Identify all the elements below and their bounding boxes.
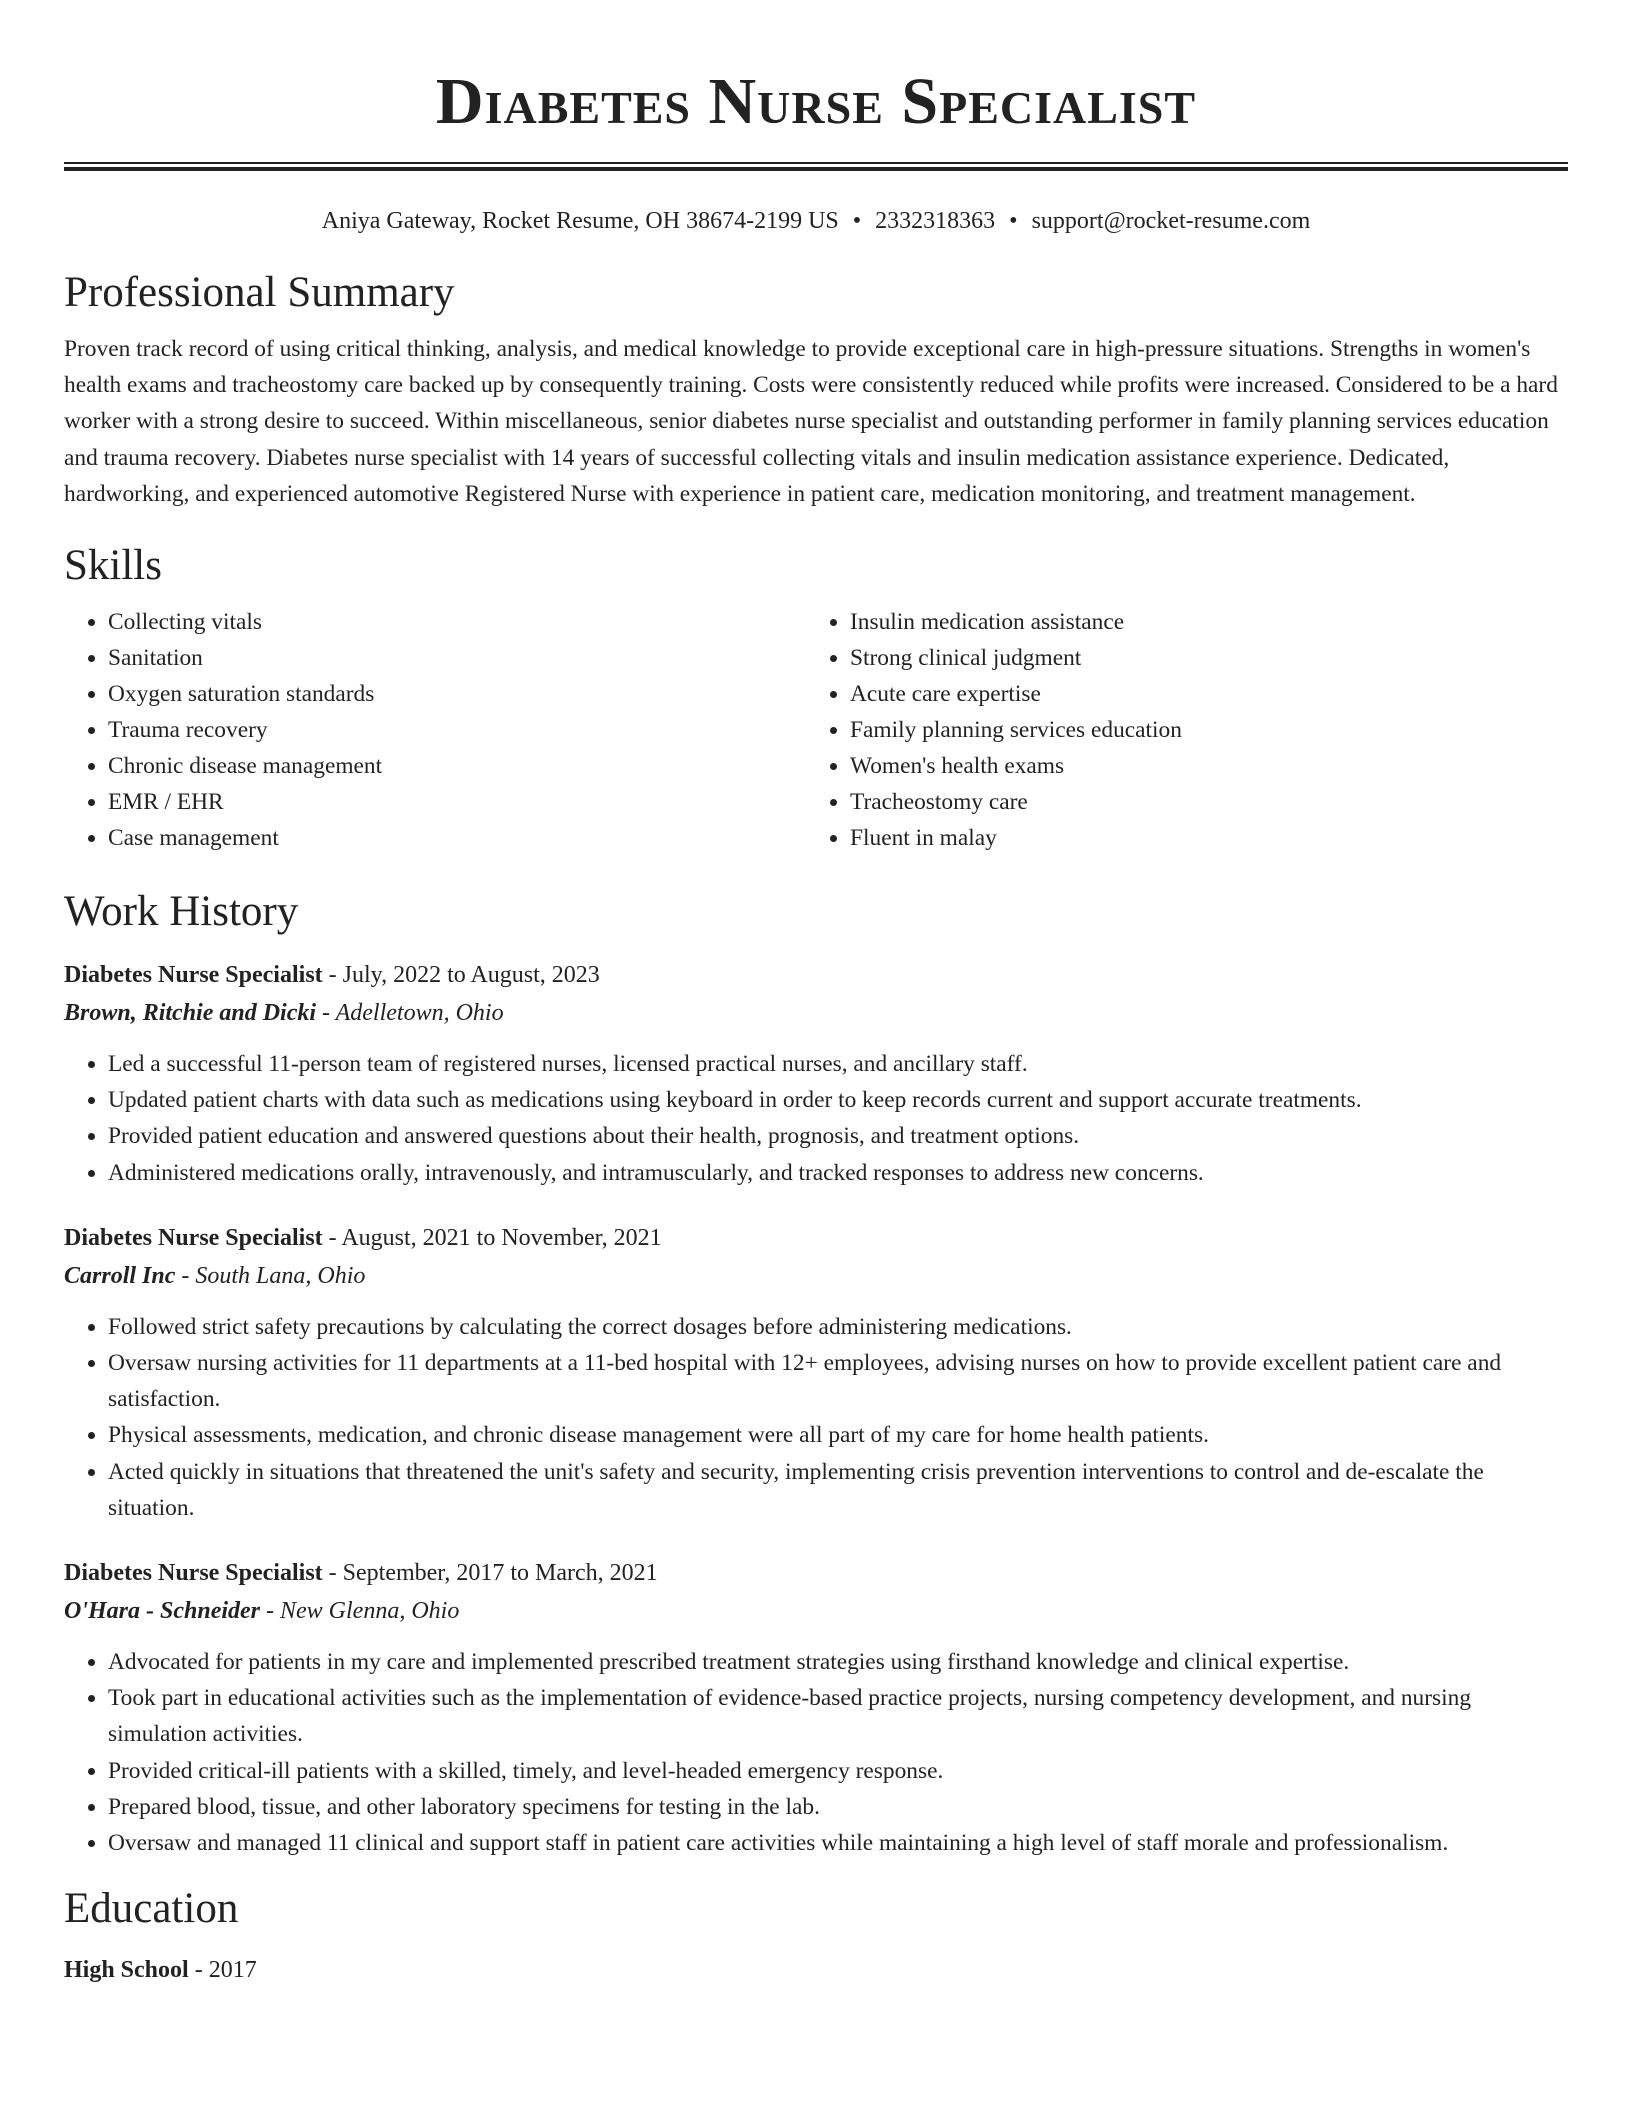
skills-heading: Skills [64, 542, 162, 590]
job-bullet: • Oversaw nursing activities for 11 departments at a 11-bed hospital with 12+ employees, advising nurses on how to provide excellent patient care and satisfaction. [108, 1345, 1568, 1417]
job-dates: - August, 2021 to November, 2021 [322, 1224, 662, 1251]
skill-item: • Insulin medication assistance [850, 604, 1568, 640]
job-company: Brown, Ritchie and Dicki [64, 1000, 317, 1027]
skill-item: • Family planning services education [850, 712, 1568, 748]
job-bullet: • Prepared blood, tissue, and other laboratory specimens for testing in the lab. [108, 1789, 1568, 1825]
summary-text: Proven track record of using critical thinking, analysis, and medical knowledge to provide exceptional care in high-pressure situations. Strengths in women's health exams and tracheostomy care backed up by consequently training. Costs were consistently reduced while profits were increased. Considered to be a hard worker with a strong desire to succeed. Within miscellaneous, senior diabetes nurse specialist and outstanding performer in family planning services education and trauma recovery. Diabetes nurse specialist with 14 years of successful collecting vitals and insulin medication assistance experience. Dedicated, hardworking, and experienced automotive Registered Nurse with experience in patient care, medication monitoring, and treatment management. [64, 336, 1558, 507]
education-year: - 2017 [188, 1957, 257, 1984]
job-company-line [64, 1592, 1568, 1630]
job-position: Diabetes Nurse Specialist [64, 1224, 323, 1251]
job-bullet: • Oversaw and managed 11 clinical and support staff in patient care activities while maintaining a high level of staff morale and professionalism. [108, 1825, 1568, 1861]
contact-separator: • [1009, 208, 1018, 234]
job-bullet: • Physical assessments, medication, and chronic disease management were all part of my care for home health patients. [108, 1417, 1568, 1453]
job-company: Carroll Inc [64, 1262, 176, 1289]
job-position: Diabetes Nurse Specialist [64, 962, 323, 989]
job-company: O'Hara - Schneider [64, 1598, 261, 1625]
job-bullets [64, 1046, 1568, 1191]
skills-list [64, 604, 1568, 856]
job-bullet: • Advocated for patients in my care and implemented prescribed treatment strategies using firsthand knowledge and clinical expertise. [108, 1644, 1568, 1680]
contact-separator: • [852, 208, 862, 234]
skill-item: • Sanitation [108, 640, 806, 676]
skill-item: • Oxygen saturation standards [108, 676, 806, 712]
work-history-heading: Work History [64, 888, 299, 936]
job-dates: - September, 2017 to March, 2021 [322, 1560, 658, 1587]
summary-heading: Professional Summary [64, 269, 455, 316]
job-entry [64, 1554, 1568, 1861]
job-title-line [64, 956, 1568, 994]
job-bullet: • Provided critical-ill patients with a skilled, timely, and level-headed emergency response. [108, 1753, 1568, 1789]
job-bullet: • Acted quickly in situations that threatened the unit's safety and security, implementing crisis prevention interventions to control and de-escalate the situation. [108, 1454, 1568, 1526]
skill-item: • Fluent in malay [850, 820, 1568, 856]
job-bullets [64, 1644, 1568, 1861]
resume-name: Diabetes Nurse Specialist [435, 65, 1197, 138]
job-company-line [64, 1257, 1568, 1295]
skills-column-left [64, 604, 806, 856]
job-bullet: • Led a successful 11-person team of registered nurses, licensed practical nurses, and ancillary staff. [108, 1046, 1568, 1082]
contact-line [64, 205, 1568, 237]
education-degree: High School [64, 1957, 189, 1984]
header-rule [64, 162, 1568, 171]
job-bullet: • Followed strict safety precautions by calculating the correct dosages before administering medications. [108, 1309, 1568, 1345]
job-bullet: • Provided patient education and answered questions about their health, prognosis, and treatment options. [108, 1118, 1568, 1154]
job-title-line [64, 1554, 1568, 1592]
job-position: Diabetes Nurse Specialist [64, 1560, 323, 1587]
job-location: - Adelletown, Ohio [316, 1000, 504, 1027]
job-title-line [64, 1219, 1568, 1257]
job-location: - New Glenna, Ohio [260, 1598, 460, 1625]
job-bullet: • Took part in educational activities such as the implementation of evidence-based practice projects, nursing competency development, and nursing simulation activities. [108, 1680, 1568, 1752]
skill-item: • Strong clinical judgment [850, 640, 1568, 676]
skill-item: • EMR / EHR [108, 784, 806, 820]
job-entry [64, 1219, 1568, 1526]
job-company-line [64, 994, 1568, 1032]
job-dates: - July, 2022 to August, 2023 [322, 962, 600, 989]
skills-column-right [806, 604, 1568, 856]
skill-item: • Collecting vitals [108, 604, 806, 640]
job-location: - South Lana, Ohio [175, 1262, 366, 1289]
skill-item: • Acute care expertise [850, 676, 1568, 712]
job-bullet: • Updated patient charts with data such as medications using keyboard in order to keep records current and support accurate treatments. [108, 1082, 1568, 1118]
skill-item: • Tracheostomy care [850, 784, 1568, 820]
job-entry [64, 956, 1568, 1191]
skill-item: • Women's health exams [850, 748, 1568, 784]
contact-email: support@rocket-resume.com [1031, 208, 1311, 234]
skill-item: • Chronic disease management [108, 748, 806, 784]
education-heading: Education [64, 1885, 239, 1933]
job-bullet: • Administered medications orally, intravenously, and intramuscularly, and tracked responses to address new concerns. [108, 1155, 1568, 1191]
contact-phone: 2332318363 [875, 208, 996, 234]
skill-item: • Trauma recovery [108, 712, 806, 748]
contact-address: Aniya Gateway, Rocket Resume, OH 38674-2199 US [321, 208, 839, 234]
job-bullets [64, 1309, 1568, 1526]
education-entry [64, 1951, 1568, 1989]
skill-item: • Case management [108, 820, 806, 856]
